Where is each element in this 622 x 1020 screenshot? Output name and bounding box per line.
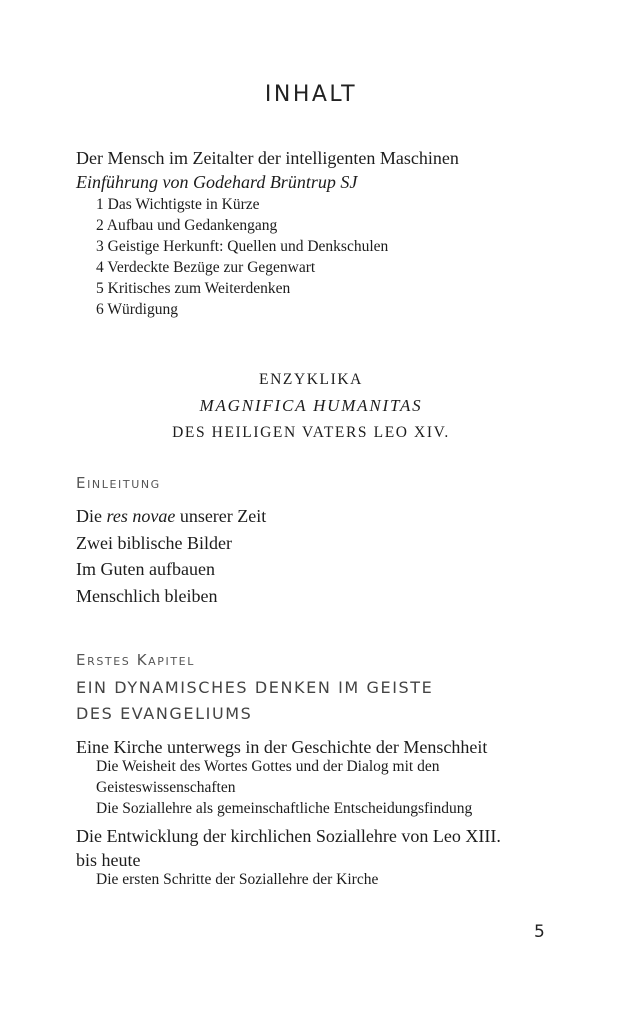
chapter-label: Erstes Kapitel bbox=[76, 651, 195, 669]
toc-entry-continued: bis heute bbox=[76, 850, 141, 870]
section-label-introduction: Einleitung bbox=[76, 474, 161, 492]
toc-item: 1 Das Wichtigste in Kürze bbox=[96, 196, 260, 213]
toc-subentry: Die Soziallehre als gemeinschaftliche Entscheidungsfindung bbox=[96, 800, 473, 817]
encyclical-label: ENZYKLIKA bbox=[259, 371, 363, 388]
chapter-heading: EIN DYNAMISCHES DENKEN IM GEISTE bbox=[76, 678, 434, 697]
toc-item: 3 Geistige Herkunft: Quellen und Denkschulen bbox=[96, 238, 389, 255]
toc-item: 4 Verdeckte Bezüge zur Gegenwart bbox=[96, 259, 316, 276]
page-title: INHALT bbox=[264, 82, 358, 107]
toc-item: 5 Kritisches zum Weiterdenken bbox=[96, 280, 291, 297]
toc-entry: Die Entwicklung der kirchlichen Soziallehre von Leo XIII. bbox=[76, 826, 501, 846]
toc-subentry: Die Weisheit des Wortes Gottes und der Dialog mit den bbox=[96, 758, 440, 775]
page-number: 5 bbox=[534, 922, 545, 942]
toc-item: 2 Aufbau und Gedankengang bbox=[96, 217, 278, 234]
toc-entry: Eine Kirche unterwegs in der Geschichte der Menschheit bbox=[76, 737, 488, 757]
toc-entry: Die res novae unserer Zeit bbox=[76, 506, 267, 526]
toc-subentry: Die ersten Schritte der Soziallehre der Kirche bbox=[96, 871, 379, 888]
toc-entry: Im Guten aufbauen bbox=[76, 559, 215, 579]
chapter-heading-continued: DES EVANGELIUMS bbox=[76, 704, 253, 723]
intro-title: Der Mensch im Zeitalter der intelligenten Maschinen bbox=[76, 148, 459, 168]
encyclical-author: DES HEILIGEN VATERS LEO XIV. bbox=[172, 424, 450, 441]
toc-item: 6 Würdigung bbox=[96, 301, 178, 318]
encyclical-title: MAGNIFICA HUMANITAS bbox=[199, 396, 423, 415]
toc-entry: Zwei biblische Bilder bbox=[76, 533, 232, 553]
toc-entry: Menschlich bleiben bbox=[76, 586, 218, 606]
toc-subentry-continued: Geisteswissenschaften bbox=[96, 779, 236, 796]
intro-subtitle: Einführung von Godehard Brüntrup SJ bbox=[76, 172, 358, 192]
